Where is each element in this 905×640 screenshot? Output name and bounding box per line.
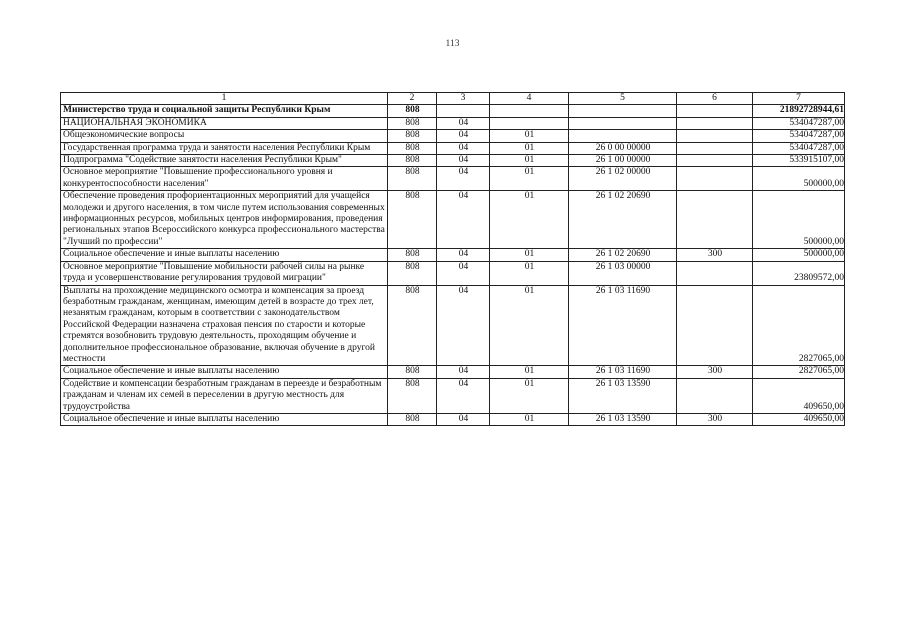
- target-item-cell: 26 1 02 20690: [569, 191, 677, 249]
- ministry-code-cell: 808: [388, 130, 437, 142]
- amount-cell: 409650,00: [753, 378, 845, 413]
- expense-type-cell: [677, 117, 753, 129]
- section-code-cell: 04: [437, 117, 490, 129]
- section-code-cell: 04: [437, 130, 490, 142]
- subsection-code-cell: 01: [490, 249, 569, 261]
- row-name-cell: Подпрограмма "Содействие занятости населения Республики Крым": [61, 155, 388, 167]
- expense-type-cell: [677, 167, 753, 191]
- subsection-code-cell: 01: [490, 155, 569, 167]
- amount-cell: 534047287,00: [753, 142, 845, 154]
- amount-cell: 500000,00: [753, 191, 845, 249]
- ministry-code-cell: 808: [388, 142, 437, 154]
- section-code-cell: 04: [437, 413, 490, 425]
- expense-type-cell: [677, 191, 753, 249]
- column-header: 7: [753, 93, 845, 105]
- ministry-code-cell: 808: [388, 261, 437, 285]
- section-code-cell: 04: [437, 366, 490, 378]
- section-code-cell: 04: [437, 191, 490, 249]
- ministry-code-cell: 808: [388, 105, 437, 117]
- row-name-cell: Содействие и компенсации безработным гражданам в переезде и безработным гражданам и членам их семей в переселении в другую местность для трудоустройства: [61, 378, 388, 413]
- amount-cell: 500000,00: [753, 167, 845, 191]
- table-row: [61, 413, 845, 425]
- section-code-cell: [437, 105, 490, 117]
- target-item-cell: [569, 130, 677, 142]
- table-row: [61, 142, 845, 154]
- target-item-cell: 26 1 02 20690: [569, 249, 677, 261]
- table-row: [61, 167, 845, 191]
- subsection-code-cell: 01: [490, 130, 569, 142]
- expense-type-cell: [677, 142, 753, 154]
- section-code-cell: 04: [437, 249, 490, 261]
- ministry-code-cell: 808: [388, 155, 437, 167]
- ministry-code-cell: 808: [388, 378, 437, 413]
- ministry-code-cell: 808: [388, 117, 437, 129]
- row-name-cell: Министерство труда и социальной защиты Республики Крым: [61, 105, 388, 117]
- expense-type-cell: [677, 155, 753, 167]
- row-name-cell: Социальное обеспечение и иные выплаты населению: [61, 413, 388, 425]
- table-row: [61, 105, 845, 117]
- table-row: [61, 130, 845, 142]
- section-code-cell: 04: [437, 261, 490, 285]
- table-row: [61, 117, 845, 129]
- target-item-cell: 26 1 00 00000: [569, 155, 677, 167]
- target-item-cell: 26 1 03 13590: [569, 378, 677, 413]
- target-item-cell: 26 1 02 00000: [569, 167, 677, 191]
- subsection-code-cell: 01: [490, 378, 569, 413]
- table-body: [61, 105, 845, 426]
- subsection-code-cell: 01: [490, 167, 569, 191]
- subsection-code-cell: 01: [490, 285, 569, 366]
- column-header: 4: [490, 93, 569, 105]
- amount-cell: 2827065,00: [753, 366, 845, 378]
- ministry-code-cell: 808: [388, 167, 437, 191]
- expense-type-cell: [677, 105, 753, 117]
- row-name-cell: Государственная программа труда и занятости населения Республики Крым: [61, 142, 388, 154]
- subsection-code-cell: [490, 105, 569, 117]
- ministry-code-cell: 808: [388, 191, 437, 249]
- row-name-cell: Обеспечение проведения профориентационных мероприятий для учащейся молодежи и другого населения, в том числе путем использования современных информационных ресурсов, мобильных центров информирования, проведения региональных этапов Всероссийского конкурса профессионального мастерства "Лучший по профессии": [61, 191, 388, 249]
- expense-type-cell: 300: [677, 413, 753, 425]
- row-name-cell: Основное мероприятие "Повышение профессионального уровня и конкурентоспособности населения": [61, 167, 388, 191]
- table-row: [61, 261, 845, 285]
- subsection-code-cell: 01: [490, 142, 569, 154]
- column-header: 1: [61, 93, 388, 105]
- row-name-cell: Социальное обеспечение и иные выплаты населению: [61, 249, 388, 261]
- section-code-cell: 04: [437, 378, 490, 413]
- target-item-cell: 26 1 03 11690: [569, 285, 677, 366]
- budget-table: [60, 92, 845, 426]
- row-name-cell: Основное мероприятие "Повышение мобильности рабочей силы на рынке труда и усовершенствование регулирования трудовой миграции": [61, 261, 388, 285]
- target-item-cell: [569, 105, 677, 117]
- column-header: 5: [569, 93, 677, 105]
- target-item-cell: 26 0 00 00000: [569, 142, 677, 154]
- subsection-code-cell: 01: [490, 191, 569, 249]
- section-code-cell: 04: [437, 155, 490, 167]
- expense-type-cell: [677, 130, 753, 142]
- table-header-row: [61, 93, 845, 105]
- amount-cell: 533915107,00: [753, 155, 845, 167]
- row-name-cell: Выплаты на прохождение медицинского осмотра и компенсация за проезд безработным гражданам, женщинам, имеющим детей в возрасте до трех лет, незанятым гражданам, которым в соответствии с законодательством Российской Федерации назначена страховая пенсия по старости и которые стремятся возобновить трудовую деятельность, проходящим обучение и дополнительное профессиональное образование, включая обучение в другой местности: [61, 285, 388, 366]
- row-name-cell: НАЦИОНАЛЬНАЯ ЭКОНОМИКА: [61, 117, 388, 129]
- section-code-cell: 04: [437, 167, 490, 191]
- target-item-cell: 26 1 03 13590: [569, 413, 677, 425]
- column-header: 6: [677, 93, 753, 105]
- target-item-cell: [569, 117, 677, 129]
- table-row: [61, 285, 845, 366]
- subsection-code-cell: 01: [490, 413, 569, 425]
- amount-cell: 534047287,00: [753, 117, 845, 129]
- table-row: [61, 155, 845, 167]
- column-header: 3: [437, 93, 490, 105]
- subsection-code-cell: [490, 117, 569, 129]
- ministry-code-cell: 808: [388, 249, 437, 261]
- subsection-code-cell: 01: [490, 366, 569, 378]
- table-row: [61, 249, 845, 261]
- table-row: [61, 378, 845, 413]
- ministry-code-cell: 808: [388, 285, 437, 366]
- expense-type-cell: 300: [677, 366, 753, 378]
- amount-cell: 409650,00: [753, 413, 845, 425]
- table-row: [61, 366, 845, 378]
- target-item-cell: 26 1 03 00000: [569, 261, 677, 285]
- section-code-cell: 04: [437, 142, 490, 154]
- expense-type-cell: [677, 285, 753, 366]
- amount-cell: 2827065,00: [753, 285, 845, 366]
- expense-type-cell: [677, 261, 753, 285]
- table-row: [61, 191, 845, 249]
- ministry-code-cell: 808: [388, 413, 437, 425]
- amount-cell: 21892728944,61: [753, 105, 845, 117]
- ministry-code-cell: 808: [388, 366, 437, 378]
- amount-cell: 500000,00: [753, 249, 845, 261]
- expense-type-cell: [677, 378, 753, 413]
- expense-type-cell: 300: [677, 249, 753, 261]
- column-header: 2: [388, 93, 437, 105]
- section-code-cell: 04: [437, 285, 490, 366]
- row-name-cell: Общеэкономические вопросы: [61, 130, 388, 142]
- amount-cell: 534047287,00: [753, 130, 845, 142]
- row-name-cell: Социальное обеспечение и иные выплаты населению: [61, 366, 388, 378]
- subsection-code-cell: 01: [490, 261, 569, 285]
- page-number: 113: [445, 39, 460, 49]
- target-item-cell: 26 1 03 11690: [569, 366, 677, 378]
- amount-cell: 23809572,00: [753, 261, 845, 285]
